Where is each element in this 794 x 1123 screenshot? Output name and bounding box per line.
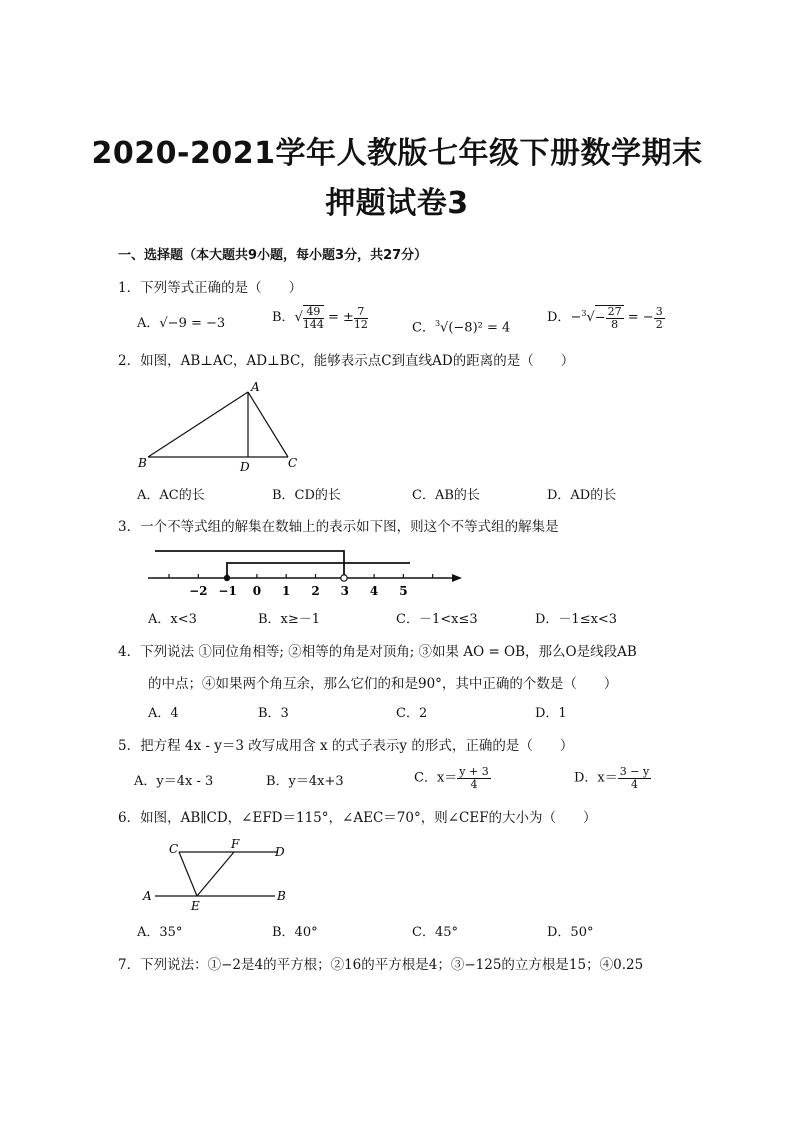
q1-b-num-in: 49 xyxy=(303,306,324,319)
q1-stem: 1．下列等式正确的是（ ） xyxy=(118,280,303,296)
section-heading: 一、选择题（本大题共9小题，每小题3分，共27分） xyxy=(118,248,428,263)
q2-label-c: C xyxy=(288,456,298,470)
q3-tick-label: 5 xyxy=(399,584,408,598)
q5-d-label: D．x＝ xyxy=(574,770,618,786)
q6-figure xyxy=(135,836,300,916)
q2-option-b: B．CD的长 xyxy=(272,488,341,503)
page-title-line1: 2020-2021学年人教版七年级下册数学期末 xyxy=(91,136,703,171)
q3-tick-label: 2 xyxy=(311,584,320,598)
q1-c-expr: (−8)² = 4 xyxy=(448,320,511,336)
q6-segment-fe xyxy=(197,852,234,896)
q3-option-b: B．x≥－1 xyxy=(258,612,321,627)
q3-axis-arrow xyxy=(452,574,462,582)
q1-option-d: D．−$^3$√− $\frac{27}{8}$ = − $\frac{3}{2}$ xyxy=(547,304,663,331)
q3-option-a: A．x<3 xyxy=(148,612,197,627)
q1-b-den-in: 144 xyxy=(302,318,324,331)
q1-c-index: 3 xyxy=(434,319,441,328)
q1-a-expr: √−9 = −3 xyxy=(159,316,226,331)
q5-c-num: y + 3 xyxy=(459,765,489,778)
q2-option-d: D．AD的长 xyxy=(547,488,617,503)
q1-c-label: C． xyxy=(412,320,435,336)
q3-tick-label: 3 xyxy=(340,584,349,598)
q4-option-a: A．4 xyxy=(148,706,179,721)
q1-b-den: 12 xyxy=(353,317,368,331)
q4-line2: 的中点；④如果两个角互余，那么它们的和是90°，其中正确的个数是（ ） xyxy=(148,676,618,692)
q1-d-num-in: 27 xyxy=(607,305,622,318)
q6-option-b: B．40° xyxy=(272,925,318,940)
q3-tick-label: 1 xyxy=(282,584,291,598)
q1-d-num: 3 xyxy=(655,304,663,318)
q5-option-a: A．y＝4x - 3 xyxy=(134,774,214,789)
q3-tick-label: −2 xyxy=(189,584,208,598)
q3-open-dot xyxy=(341,575,347,581)
q2-figure xyxy=(130,378,310,478)
q4-option-d: D．1 xyxy=(535,706,567,721)
q1-d-label: D． xyxy=(547,310,571,325)
q1-b-num: 7 xyxy=(354,306,368,319)
q6-label-e: E xyxy=(191,899,200,913)
q2-label-b: B xyxy=(138,456,147,470)
q5-option-c xyxy=(414,766,491,791)
q2-option-a: A．AC的长 xyxy=(137,488,205,503)
q6-option-a: A．35° xyxy=(137,925,183,940)
q2-segment-ab xyxy=(148,392,248,457)
q5-c-label: C．x＝ xyxy=(414,770,458,786)
q1-a-label: A． xyxy=(137,316,160,331)
q6-label-c: C xyxy=(169,842,179,856)
q6-stem: 6．如图，AB∥CD，∠EFD＝115°，∠AEC＝70°，则∠CEF的大小为（ ） xyxy=(118,810,597,826)
q1-d-den: 2 xyxy=(655,317,663,331)
q1-b-label: B． xyxy=(272,310,295,325)
q1-d-den-in: 8 xyxy=(611,318,619,331)
q6-label-b: B xyxy=(277,889,286,903)
q7-line1: 7．下列说法：①−2是4的平方根；②16的平方根是4；③−125的立方根是15；④0.25 xyxy=(118,957,644,973)
q2-segment-ac xyxy=(248,392,288,457)
q6-option-d: D．50° xyxy=(547,925,594,940)
q1-d-neg: − xyxy=(594,310,606,326)
q6-label-f: F xyxy=(231,837,240,851)
q1-d-eq: = − xyxy=(627,310,654,325)
q5-stem: 5．把方程 4x - y＝3 改写成用含 x 的式子表示y 的形式，正确的是（ ） xyxy=(118,738,574,754)
q1-option-b: B．√ $\frac{49}{144}$ = ± $\frac{7}{12}$ xyxy=(272,304,368,331)
q2-label-d: D xyxy=(240,460,250,474)
q6-option-c: C．45° xyxy=(412,925,458,940)
q1-option-a xyxy=(137,316,225,332)
q5-c-den: 4 xyxy=(470,778,478,791)
q3-option-d: D．－1≤x<3 xyxy=(535,612,618,627)
q3-stem: 3．一个不等式组的解集在数轴上的表示如下图，则这个不等式组的解集是 xyxy=(118,519,559,535)
q4-option-b: B．3 xyxy=(258,706,289,721)
q2-option-c: C．AB的长 xyxy=(412,488,480,503)
q5-d-num: 3 − y xyxy=(619,765,650,778)
q6-label-a: A xyxy=(143,889,152,903)
q3-bar-x-less-3 xyxy=(155,551,344,578)
q1-option-c: C．$^3$√(−8)² = 4 xyxy=(412,319,511,336)
q2-label-a: A xyxy=(251,380,260,394)
q4-option-c: C．2 xyxy=(396,706,428,721)
q2-stem: 2．如图，AB⊥AC，AD⊥BC，能够表示点C到直线AD的距离的是（ ） xyxy=(118,353,575,369)
q3-number-line xyxy=(140,540,470,605)
q5-option-b: B．y＝4x+3 xyxy=(266,774,344,789)
q6-segment-ce xyxy=(179,852,197,896)
q1-b-eq: = ± xyxy=(328,310,354,325)
q3-tick-label: 0 xyxy=(252,584,262,598)
q3-option-c: C．－1<x≤3 xyxy=(396,612,478,627)
q3-tick-label: 4 xyxy=(369,584,379,598)
q5-option-d xyxy=(574,766,651,791)
q3-bar-x-geq-minus1 xyxy=(227,563,410,578)
page-title-line2: 押题试卷3 xyxy=(325,186,469,221)
q5-d-den: 4 xyxy=(630,778,638,791)
q1-d-pre: − xyxy=(570,310,582,325)
q3-closed-dot xyxy=(224,575,230,581)
q3-tick-label: −1 xyxy=(218,584,237,598)
q4-line1: 4．下列说法 ①同位角相等; ②相等的角是对顶角; ③如果 AO = OB，那么O是线段AB xyxy=(118,644,637,660)
q1-d-index: 3 xyxy=(581,309,587,319)
q6-label-d: D xyxy=(275,845,285,859)
